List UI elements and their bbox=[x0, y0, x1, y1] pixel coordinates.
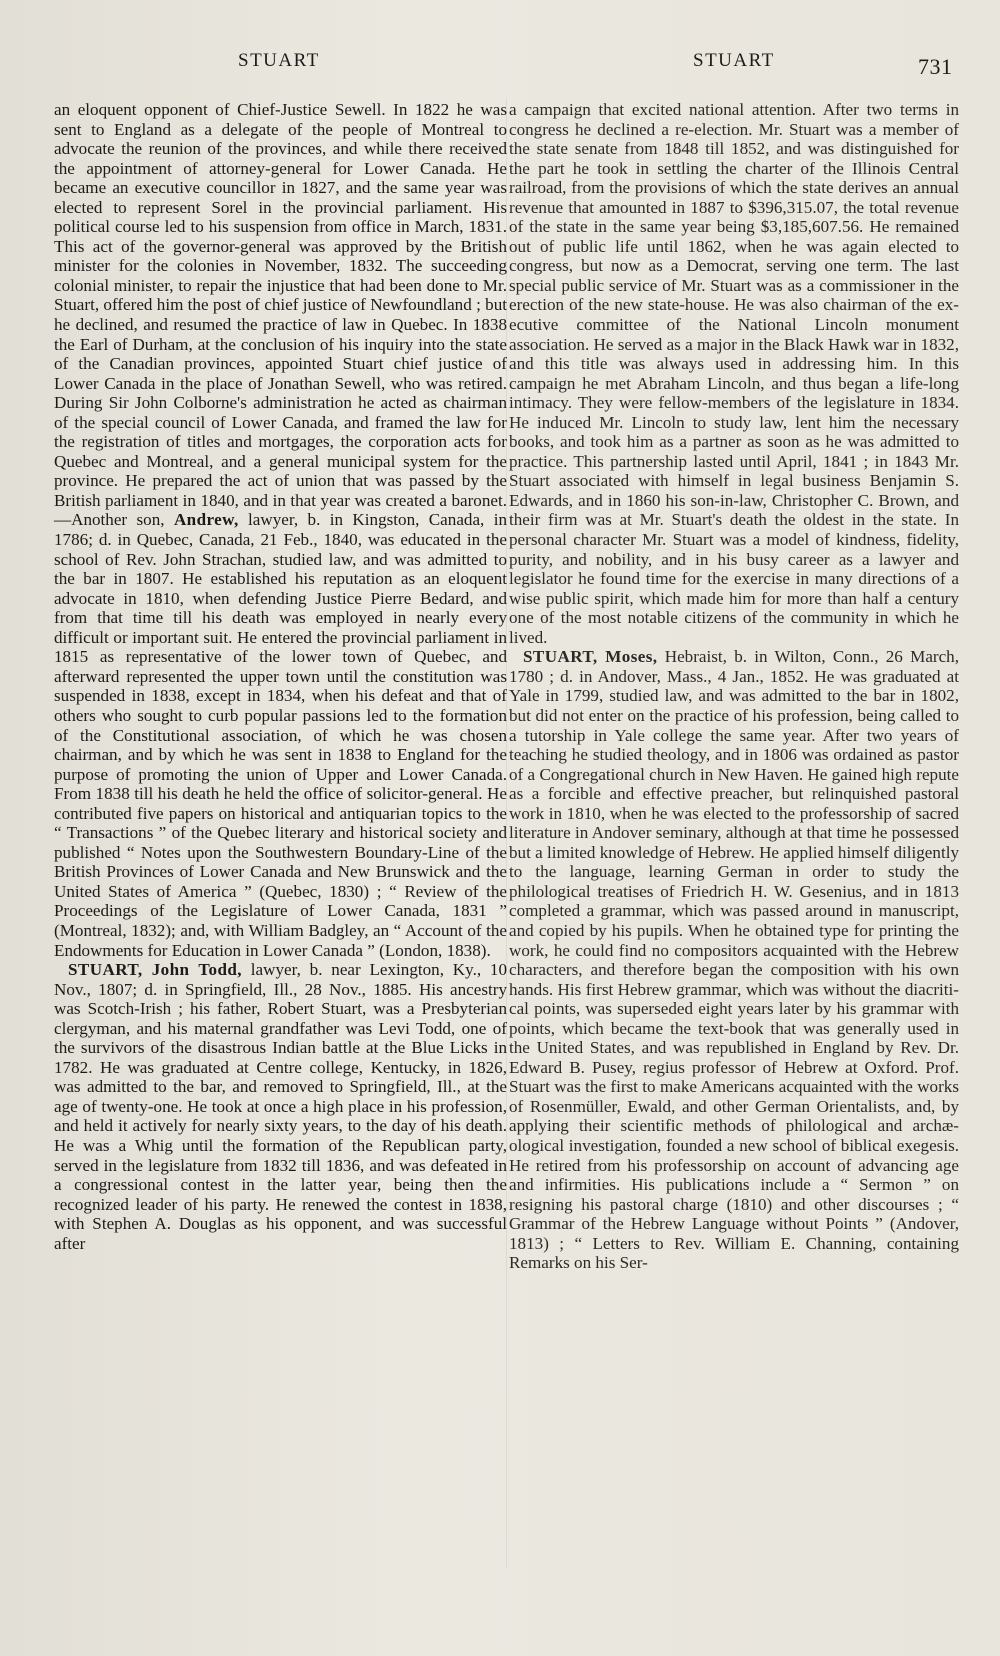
paragraph-text: lawyer, b. in Kingston, Canada, in 1786; d. in Quebec, Canada, 21 Feb., 1840, was educated in the school of Rev. John Strachan, studied law, and was admitted to the bar in 1807. He established his reputation as an eloquent advocate in 1810, when defending Justice Pierre Bedard, and from that time till his death was employed in nearly every difficult or important suit. He entered the provincial parliament in 1815 as representative of the lower town of Quebec, and afterward represented the upper town until the constitution was suspended in 1838, except in 1834, when his defeat and that of others who sought to curb popular passions led to the formation of the Constitutional association, of which he was chosen chairman, and by which he was sent in 1838 to England for the purpose of promoting the union of Upper and Lower Canada. From 1838 till his death he held the office of solicitor-general. He contributed five papers on historical and antiquarian topics to the “ Transactions ” of the Quebec literary and historical society and published “ Notes upon the Southwestern Boundary-Line of the British Provinces of Lower Canada and New Brunswick and the United States of America ” (Quebec, 1830) ; “ Review of the Proceedings of the Legislature of Lower Canada, 1831 ” (Montreal, 1832); and, with William Badgley, an “ Account of the Endowments for Education in Lower Canada ” (London, 1838). bbox=[54, 510, 508, 960]
subentry-name-andrew: Andrew, bbox=[173, 510, 239, 530]
left-column bbox=[54, 100, 507, 1253]
entry-text: Hebraist, b. in Wilton, Conn., 26 March, 1780 ; d. in Andover, Mass., 4 Jan., 1852. He was graduated at Yale in 1799, studied law, and was admitted to the bar in 1802, but did not enter on the practice of his profession, being called to a tutorship in Yale college the same year. After two years of teaching he studied theology, and in 1806 was ordained as pastor of a Congregational church in New Haven. He gained high repute as a forcible and effective preacher, but relinquished pastoral work in 1810, when he was elected to the professorship of sacred literature in Andover seminary, although at that time he possessed but a limited knowledge of Hebrew. He applied himself diligently to the language, learning German in order to study the philological treatises of Friedrich H. W. Gesenius, and in 1813 completed a grammar, which was passed around in manuscript, and copied by his pupils. When he obtained type for printing the work, he could find no compositors acquainted with the Hebrew characters, and therefore began the composition with his own hands. His first Hebrew grammar, which was without the diacritical points, was superseded eight years later by his grammar with points, which became the text-book that was generally used in the United States, and was republished in England by Rev. Dr. Edward B. Pusey, regius professor of Hebrew at Oxford. Prof. Stuart was the first to make Americans acquainted with the works of Rosenmüller, Ewald, and other German Orientalists, and, by applying their scientific methods of philological and archæological investigation, founded a new school of biblical exegesis. He retired from his professorship on account of advancing age and infirmities. His publications include a “ Sermon ” on resigning his pastoral charge (1810) and other discourses ; “ Grammar of the Hebrew Language without Points ” (Andover, 1813) ; “ Letters to Rev. William E. Channing, containing Remarks on his Ser- bbox=[509, 647, 960, 1273]
entry-stuart-john-todd bbox=[54, 960, 507, 1253]
entry-headword: STUART, Moses, bbox=[523, 647, 658, 667]
running-head-right: STUART bbox=[693, 50, 775, 71]
entry-continuation: a campaign that excited national attention. After two terms in congress he declined a re-election. Mr. Stuart was a member of the state senate from 1848 till 1852, and was distinguished for the part he took in settling the charter of the Illinois Central railroad, from the provisions of which the state derives an annual revenue that amounted in 1887 to $396,315.07, the total revenue of the state in the same year being $3,185,607.56. He remained out of public life until 1862, when he was again elected to congress, but now as a Democrat, serving one term. The last special public service of Mr. Stuart was as a commissioner in the erection of the new state-house. He was also chairman of the executive committee of the National Lincoln monument association. He served as a major in the Black Hawk war in 1832, and this title was always used in addressing him. In this campaign he met Abraham Lincoln, and thus began a life-long intimacy. They were fellow-members of the legislature in 1834. He induced Mr. Lincoln to study law, lent him the necessary books, and took him as a partner as soon as he was admitted to practice. This partnership lasted until April, 1841 ; in 1843 Mr. Stuart associated with himself in legal business Benjamin S. Edwards, and in 1860 his son-in-law, Christopher C. Brown, and their firm was at Mr. Stuart's death the oldest in the state. In personal character Mr. Stuart was a model of kindness, fidelity, purity, and nobility, and in his busy career as a lawyer and legislator he found time for the exercise in many directions of a wise public spirit, which made him for more than half a century one of the most notable citizens of the community in which he lived. bbox=[509, 100, 960, 647]
entry-text: lawyer, b. near Lexington, Ky., 10 Nov., 1807; d. in Springfield, Ill., 28 Nov., 1885. His ancestry was Scotch-Irish ; his father, Robert Stuart, was a Presbyterian clergyman, and his maternal grandfather was Levi Todd, one of the survivors of the disastrous Indian battle at the Blue Licks in 1782. He was graduated at Centre college, Kentucky, in 1826, was admitted to the bar, and removed to Springfield, Ill., at the age of twenty-one. He took at once a high place in his profession, and held it actively for nearly sixty years, to the day of his death. He was a Whig until the formation of the Republican party, served in the legislature from 1832 till 1836, and was defeated in a congressional contest in the latter year, being then the recognized leader of his party. He renewed the contest in 1838, with Stephen A. Douglas as his opponent, and was successful after bbox=[54, 960, 507, 1253]
entry-continuation bbox=[54, 100, 507, 960]
paragraph-text: an eloquent opponent of Chief-Justice Sewell. In 1822 he was sent to England as a delegate of the people of Montreal to advocate the reunion of the provinces, and while there received the appointment of attorney-general for Lower Canada. He became an executive councillor in 1827, and the same year was elected to represent Sorel in the provincial parliament. His political course led to his suspension from office in March, 1831. This act of the governor-general was approved by the British minister for the colonies in November, 1832. The succeeding colonial minister, to repair the injustice that had been done to Mr. Stuart, offered him the post of chief justice of Newfoundland ; but he declined, and resumed the practice of law in Quebec. In 1838 the Earl of Durham, at the conclusion of his inquiry into the state of the Canadian provinces, appointed Stuart chief justice of Lower Canada in the place of Jonathan Sewell, who was retired. During Sir John Colborne's administration he acted as chairman of the special council of Lower Canada, and framed the law for the registration of titles and mortgages, the corporation acts for Quebec and Montreal, and a general municipal system for the province. He prepared the act of union that was passed by the British parliament in 1840, and in that year was created a baronet.—Another son, bbox=[54, 100, 507, 530]
entry-stuart-moses bbox=[509, 647, 959, 1273]
running-head-left: STUART bbox=[238, 50, 320, 71]
entry-headword: STUART, John Todd, bbox=[68, 960, 242, 980]
right-column bbox=[509, 100, 959, 1273]
page-number: 731 bbox=[918, 54, 953, 79]
